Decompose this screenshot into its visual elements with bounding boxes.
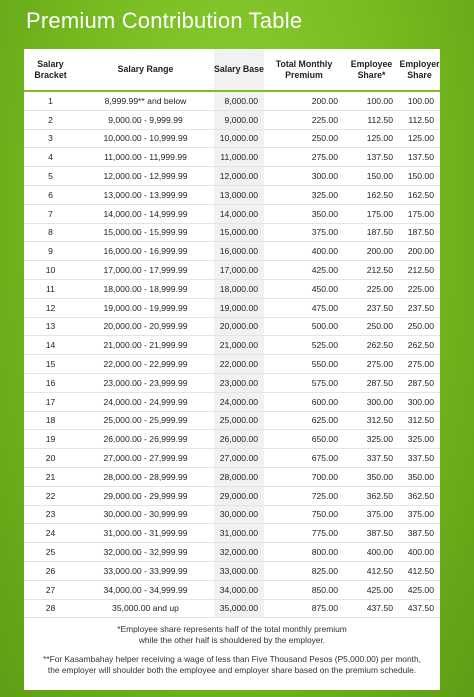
employer-share-cell: 125.00 [399,129,440,148]
employer-share-cell: 262.50 [399,336,440,355]
employer-share-cell: 275.00 [399,355,440,374]
salary-bracket-cell: 28 [24,599,77,618]
kasambahay-note-line2: the employer will shoulder both the employee and employer share based on the premium schedule. [47,665,417,676]
salary-base-cell: 21,000.00 [214,336,264,355]
employee-share-cell: 150.00 [344,167,399,186]
employer-share-cell: 237.50 [399,298,440,317]
employee-share-note [24,624,440,646]
employee-share-cell: 100.00 [344,91,399,110]
table-row [24,411,440,430]
employee-share-cell: 287.50 [344,373,399,392]
salary-range-cell: 31,000.00 - 31,999.99 [77,524,214,543]
contribution-table-panel [24,49,440,690]
salary-range-cell: 14,000.00 - 14,999.99 [77,204,214,223]
header-total-monthly-premium: Total Monthly Premium [264,49,344,91]
footnotes [24,624,440,676]
salary-bracket-cell: 20 [24,449,77,468]
employer-share-cell: 212.50 [399,261,440,280]
salary-range-cell: 19,000.00 - 19,999.99 [77,298,214,317]
salary-base-cell: 22,000.00 [214,355,264,374]
salary-bracket-cell: 23 [24,505,77,524]
salary-base-cell: 17,000.00 [214,261,264,280]
table-row [24,486,440,505]
employee-share-cell: 312.50 [344,411,399,430]
table-row [24,561,440,580]
salary-bracket-cell: 2 [24,110,77,129]
salary-base-cell: 14,000.00 [214,204,264,223]
employee-share-cell: 250.00 [344,317,399,336]
salary-bracket-cell: 10 [24,261,77,280]
total-premium-cell: 600.00 [264,392,344,411]
employer-share-cell: 112.50 [399,110,440,129]
total-premium-cell: 475.00 [264,298,344,317]
table-row [24,505,440,524]
salary-bracket-cell: 14 [24,336,77,355]
employee-share-cell: 350.00 [344,467,399,486]
employee-share-cell: 112.50 [344,110,399,129]
salary-bracket-cell: 3 [24,129,77,148]
employer-share-cell: 200.00 [399,242,440,261]
total-premium-cell: 350.00 [264,204,344,223]
table-row [24,110,440,129]
salary-base-cell: 11,000.00 [214,148,264,167]
salary-base-cell: 19,000.00 [214,298,264,317]
total-premium-cell: 825.00 [264,561,344,580]
total-premium-cell: 750.00 [264,505,344,524]
table-row [24,543,440,562]
salary-base-cell: 25,000.00 [214,411,264,430]
total-premium-cell: 325.00 [264,185,344,204]
salary-bracket-cell: 8 [24,223,77,242]
total-premium-cell: 550.00 [264,355,344,374]
salary-bracket-cell: 12 [24,298,77,317]
salary-base-cell: 23,000.00 [214,373,264,392]
salary-bracket-cell: 16 [24,373,77,392]
employer-share-cell: 362.50 [399,486,440,505]
table-header-row [24,49,440,91]
employer-share-cell: 100.00 [399,91,440,110]
total-premium-cell: 300.00 [264,167,344,186]
header-salary-bracket: Salary Bracket [24,49,77,91]
employee-share-cell: 200.00 [344,242,399,261]
table-row [24,129,440,148]
table-row [24,524,440,543]
employee-share-cell: 375.00 [344,505,399,524]
employee-share-cell: 387.50 [344,524,399,543]
salary-bracket-cell: 4 [24,148,77,167]
salary-base-cell: 16,000.00 [214,242,264,261]
table-row [24,261,440,280]
salary-range-cell: 30,000.00 - 30,999.99 [77,505,214,524]
salary-bracket-cell: 5 [24,167,77,186]
salary-bracket-cell: 15 [24,355,77,374]
employee-share-cell: 175.00 [344,204,399,223]
employee-share-cell: 400.00 [344,543,399,562]
header-salary-range: Salary Range [77,49,214,91]
kasambahay-note [24,654,440,676]
total-premium-cell: 850.00 [264,580,344,599]
employer-share-cell: 400.00 [399,543,440,562]
employee-share-cell: 225.00 [344,279,399,298]
table-row [24,317,440,336]
table-row [24,430,440,449]
salary-bracket-cell: 26 [24,561,77,580]
salary-range-cell: 35,000.00 and up [77,599,214,618]
salary-base-cell: 29,000.00 [214,486,264,505]
total-premium-cell: 275.00 [264,148,344,167]
salary-range-cell: 15,000.00 - 15,999.99 [77,223,214,242]
salary-range-cell: 13,000.00 - 13,999.99 [77,185,214,204]
total-premium-cell: 775.00 [264,524,344,543]
total-premium-cell: 625.00 [264,411,344,430]
total-premium-cell: 675.00 [264,449,344,468]
employer-share-cell: 425.00 [399,580,440,599]
employee-note-line2: while the other half is shouldered by the employer. [138,635,326,646]
salary-bracket-cell: 1 [24,91,77,110]
salary-base-cell: 8,000.00 [214,91,264,110]
header-employer-share: Employer Share [399,49,440,91]
salary-base-cell: 30,000.00 [214,505,264,524]
header-employee-share: Employee Share* [344,49,399,91]
salary-base-cell: 32,000.00 [214,543,264,562]
salary-bracket-cell: 22 [24,486,77,505]
salary-base-cell: 24,000.00 [214,392,264,411]
total-premium-cell: 375.00 [264,223,344,242]
employee-share-cell: 325.00 [344,430,399,449]
salary-bracket-cell: 11 [24,279,77,298]
table-row [24,599,440,618]
salary-bracket-cell: 18 [24,411,77,430]
salary-base-cell: 31,000.00 [214,524,264,543]
employer-share-cell: 325.00 [399,430,440,449]
employee-share-cell: 137.50 [344,148,399,167]
table-row [24,336,440,355]
table-row [24,279,440,298]
employee-share-cell: 187.50 [344,223,399,242]
table-row [24,580,440,599]
salary-base-cell: 15,000.00 [214,223,264,242]
employee-share-cell: 212.50 [344,261,399,280]
employee-share-cell: 437.50 [344,599,399,618]
employer-share-cell: 175.00 [399,204,440,223]
salary-bracket-cell: 13 [24,317,77,336]
salary-range-cell: 24,000.00 - 24,999.99 [77,392,214,411]
employee-share-cell: 337.50 [344,449,399,468]
salary-range-cell: 27,000.00 - 27,999.99 [77,449,214,468]
salary-base-cell: 34,000.00 [214,580,264,599]
salary-range-cell: 25,000.00 - 25,999.99 [77,411,214,430]
salary-range-cell: 9,000.00 - 9,999.99 [77,110,214,129]
employer-share-cell: 437.50 [399,599,440,618]
salary-bracket-cell: 19 [24,430,77,449]
salary-base-cell: 12,000.00 [214,167,264,186]
salary-base-cell: 13,000.00 [214,185,264,204]
employee-share-cell: 125.00 [344,129,399,148]
salary-range-cell: 8,999.99** and below [77,91,214,110]
employer-share-cell: 350.00 [399,467,440,486]
table-row [24,355,440,374]
salary-range-cell: 17,000.00 - 17,999.99 [77,261,214,280]
salary-range-cell: 28,000.00 - 28,999.99 [77,467,214,486]
total-premium-cell: 400.00 [264,242,344,261]
total-premium-cell: 875.00 [264,599,344,618]
table-row [24,91,440,110]
salary-base-cell: 18,000.00 [214,279,264,298]
salary-bracket-cell: 24 [24,524,77,543]
salary-base-cell: 20,000.00 [214,317,264,336]
total-premium-cell: 225.00 [264,110,344,129]
employee-share-cell: 425.00 [344,580,399,599]
salary-base-cell: 9,000.00 [214,110,264,129]
salary-bracket-cell: 9 [24,242,77,261]
employer-share-cell: 387.50 [399,524,440,543]
salary-bracket-cell: 27 [24,580,77,599]
employer-share-cell: 250.00 [399,317,440,336]
salary-bracket-cell: 17 [24,392,77,411]
table-row [24,467,440,486]
table-row [24,204,440,223]
salary-range-cell: 16,000.00 - 16,999.99 [77,242,214,261]
salary-range-cell: 32,000.00 - 32,999.99 [77,543,214,562]
table-row [24,449,440,468]
table-row [24,167,440,186]
employer-share-cell: 137.50 [399,148,440,167]
employer-share-cell: 225.00 [399,279,440,298]
salary-range-cell: 11,000.00 - 11,999.99 [77,148,214,167]
total-premium-cell: 425.00 [264,261,344,280]
employee-share-cell: 300.00 [344,392,399,411]
page-title: Premium Contribution Table [26,8,303,33]
salary-range-cell: 29,000.00 - 29,999.99 [77,486,214,505]
employee-share-cell: 412.50 [344,561,399,580]
table-row [24,298,440,317]
employer-share-cell: 287.50 [399,373,440,392]
table-row [24,392,440,411]
employer-share-cell: 375.00 [399,505,440,524]
total-premium-cell: 650.00 [264,430,344,449]
total-premium-cell: 500.00 [264,317,344,336]
total-premium-cell: 525.00 [264,336,344,355]
salary-base-cell: 35,000.00 [214,599,264,618]
salary-range-cell: 33,000.00 - 33,999.99 [77,561,214,580]
salary-base-cell: 33,000.00 [214,561,264,580]
salary-bracket-cell: 7 [24,204,77,223]
salary-base-cell: 28,000.00 [214,467,264,486]
employee-share-cell: 237.50 [344,298,399,317]
salary-base-cell: 10,000.00 [214,129,264,148]
employer-share-cell: 187.50 [399,223,440,242]
salary-range-cell: 12,000.00 - 12,999.99 [77,167,214,186]
premium-contribution-table [24,49,440,618]
salary-range-cell: 26,000.00 - 26,999.99 [77,430,214,449]
salary-range-cell: 23,000.00 - 23,999.99 [77,373,214,392]
total-premium-cell: 200.00 [264,91,344,110]
employee-share-cell: 262.50 [344,336,399,355]
table-row [24,242,440,261]
employer-share-cell: 337.50 [399,449,440,468]
salary-range-cell: 34,000.00 - 34,999.99 [77,580,214,599]
employer-share-cell: 412.50 [399,561,440,580]
table-row [24,148,440,167]
salary-bracket-cell: 25 [24,543,77,562]
salary-bracket-cell: 21 [24,467,77,486]
salary-base-cell: 26,000.00 [214,430,264,449]
employee-note-line1: *Employee share represents half of the total monthly premium [117,624,347,635]
employee-share-cell: 162.50 [344,185,399,204]
salary-range-cell: 10,000.00 - 10,999.99 [77,129,214,148]
salary-range-cell: 18,000.00 - 18,999.99 [77,279,214,298]
salary-range-cell: 21,000.00 - 21,999.99 [77,336,214,355]
employer-share-cell: 150.00 [399,167,440,186]
salary-base-cell: 27,000.00 [214,449,264,468]
total-premium-cell: 250.00 [264,129,344,148]
kasambahay-note-line1: **For Kasambahay helper receiving a wage of less than Five Thousand Pesos (P5,000.00) per month, [43,654,421,665]
header-salary-base: Salary Base [214,49,264,91]
employer-share-cell: 162.50 [399,185,440,204]
total-premium-cell: 575.00 [264,373,344,392]
total-premium-cell: 725.00 [264,486,344,505]
table-row [24,223,440,242]
employee-share-cell: 275.00 [344,355,399,374]
table-row [24,185,440,204]
employer-share-cell: 300.00 [399,392,440,411]
salary-range-cell: 22,000.00 - 22,999.99 [77,355,214,374]
salary-bracket-cell: 6 [24,185,77,204]
total-premium-cell: 450.00 [264,279,344,298]
total-premium-cell: 800.00 [264,543,344,562]
table-row [24,373,440,392]
employer-share-cell: 312.50 [399,411,440,430]
employee-share-cell: 362.50 [344,486,399,505]
salary-range-cell: 20,000.00 - 20,999.99 [77,317,214,336]
total-premium-cell: 700.00 [264,467,344,486]
